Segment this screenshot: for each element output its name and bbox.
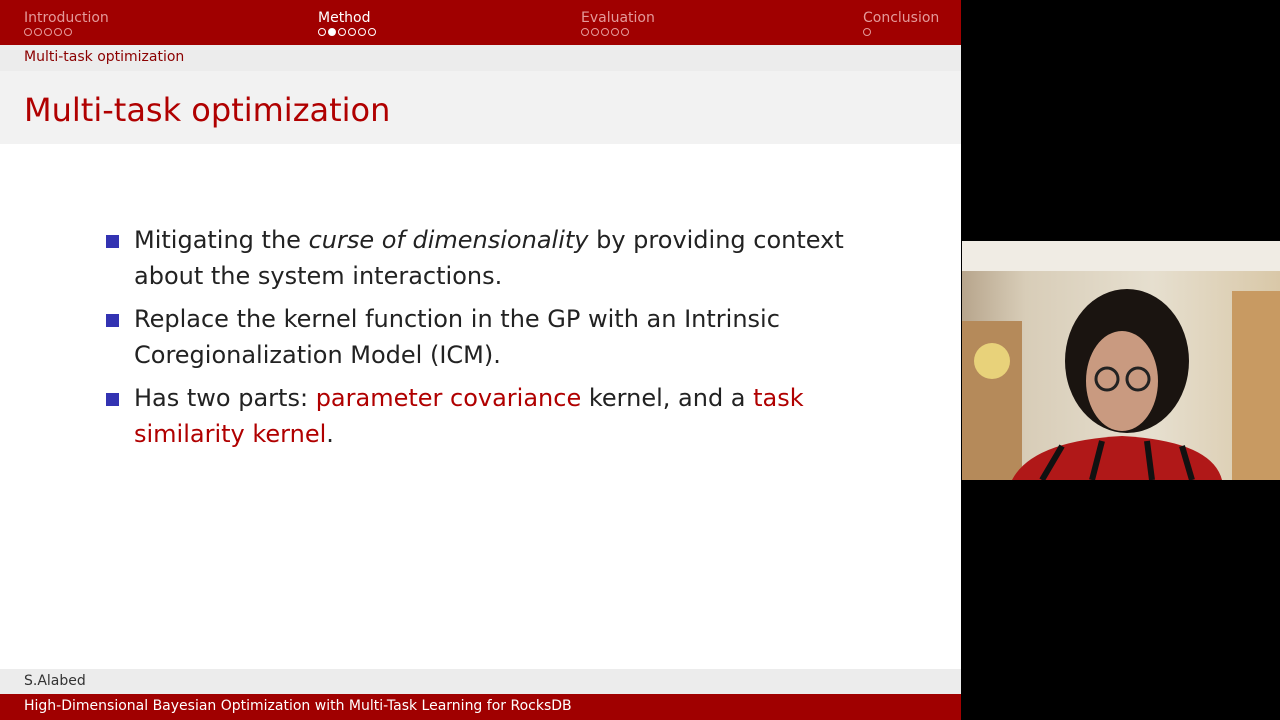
slide-dot[interactable] xyxy=(64,28,72,36)
presenter-image xyxy=(962,241,1280,480)
progress-dots xyxy=(581,28,655,40)
slide-dot[interactable] xyxy=(24,28,32,36)
slide-dot[interactable] xyxy=(611,28,619,36)
nav-section-evaluation[interactable] xyxy=(581,10,655,40)
nav-section-method[interactable] xyxy=(318,10,378,40)
square-bullet-icon xyxy=(106,393,119,406)
bullet-item xyxy=(106,222,886,294)
slide-dot[interactable] xyxy=(591,28,599,36)
slide-dot[interactable] xyxy=(348,28,356,36)
text: Mitigating the xyxy=(134,226,309,254)
footer-title: High-Dimensional Bayesian Optimization with Multi-Task Learning for RocksDB xyxy=(0,694,961,720)
slide-dot[interactable] xyxy=(338,28,346,36)
section-label: Evaluation xyxy=(581,10,655,26)
nav-section-conclusion[interactable] xyxy=(863,10,939,40)
section-label: Method xyxy=(318,10,371,26)
progress-dots xyxy=(24,28,109,40)
text: Replace the kernel function in the GP with an Intrinsic Coregionalization Model (ICM). xyxy=(134,305,780,369)
emphasis-text: curse of dimensionality xyxy=(308,226,589,254)
slide-title: Multi-task optimization xyxy=(24,91,391,129)
section-navigation xyxy=(0,0,961,45)
progress-dots xyxy=(318,28,378,40)
text: . xyxy=(326,420,334,448)
slide-dot[interactable] xyxy=(581,28,589,36)
highlight-text: parameter covariance xyxy=(315,384,582,412)
text: by providing context about the system interactions. xyxy=(134,226,844,290)
webcam-video xyxy=(962,241,1280,480)
text: Has two parts: xyxy=(134,384,316,412)
slide-dot[interactable] xyxy=(54,28,62,36)
slide-dot[interactable] xyxy=(44,28,52,36)
bullet-item xyxy=(106,301,886,373)
slide-dot[interactable] xyxy=(601,28,609,36)
progress-dots xyxy=(863,28,939,40)
title-bar xyxy=(0,71,961,144)
bullet-item xyxy=(106,380,886,452)
section-label: Introduction xyxy=(24,10,109,26)
slide-dot[interactable] xyxy=(368,28,376,36)
slide-dot[interactable] xyxy=(358,28,366,36)
slide-dot[interactable] xyxy=(34,28,42,36)
square-bullet-icon xyxy=(106,314,119,327)
slide-dot[interactable] xyxy=(863,28,871,36)
slide-dot[interactable] xyxy=(318,28,326,36)
author-bar: S.Alabed xyxy=(0,669,961,694)
slide-dot[interactable] xyxy=(328,28,336,36)
square-bullet-icon xyxy=(106,235,119,248)
highlight-text: task similarity kernel xyxy=(134,384,804,448)
subsection-title: Multi-task optimization xyxy=(0,45,961,71)
slide-dot[interactable] xyxy=(621,28,629,36)
nav-section-introduction[interactable] xyxy=(24,10,109,40)
text: kernel, and a xyxy=(581,384,754,412)
bullet-list xyxy=(106,222,886,459)
section-label: Conclusion xyxy=(863,10,940,26)
